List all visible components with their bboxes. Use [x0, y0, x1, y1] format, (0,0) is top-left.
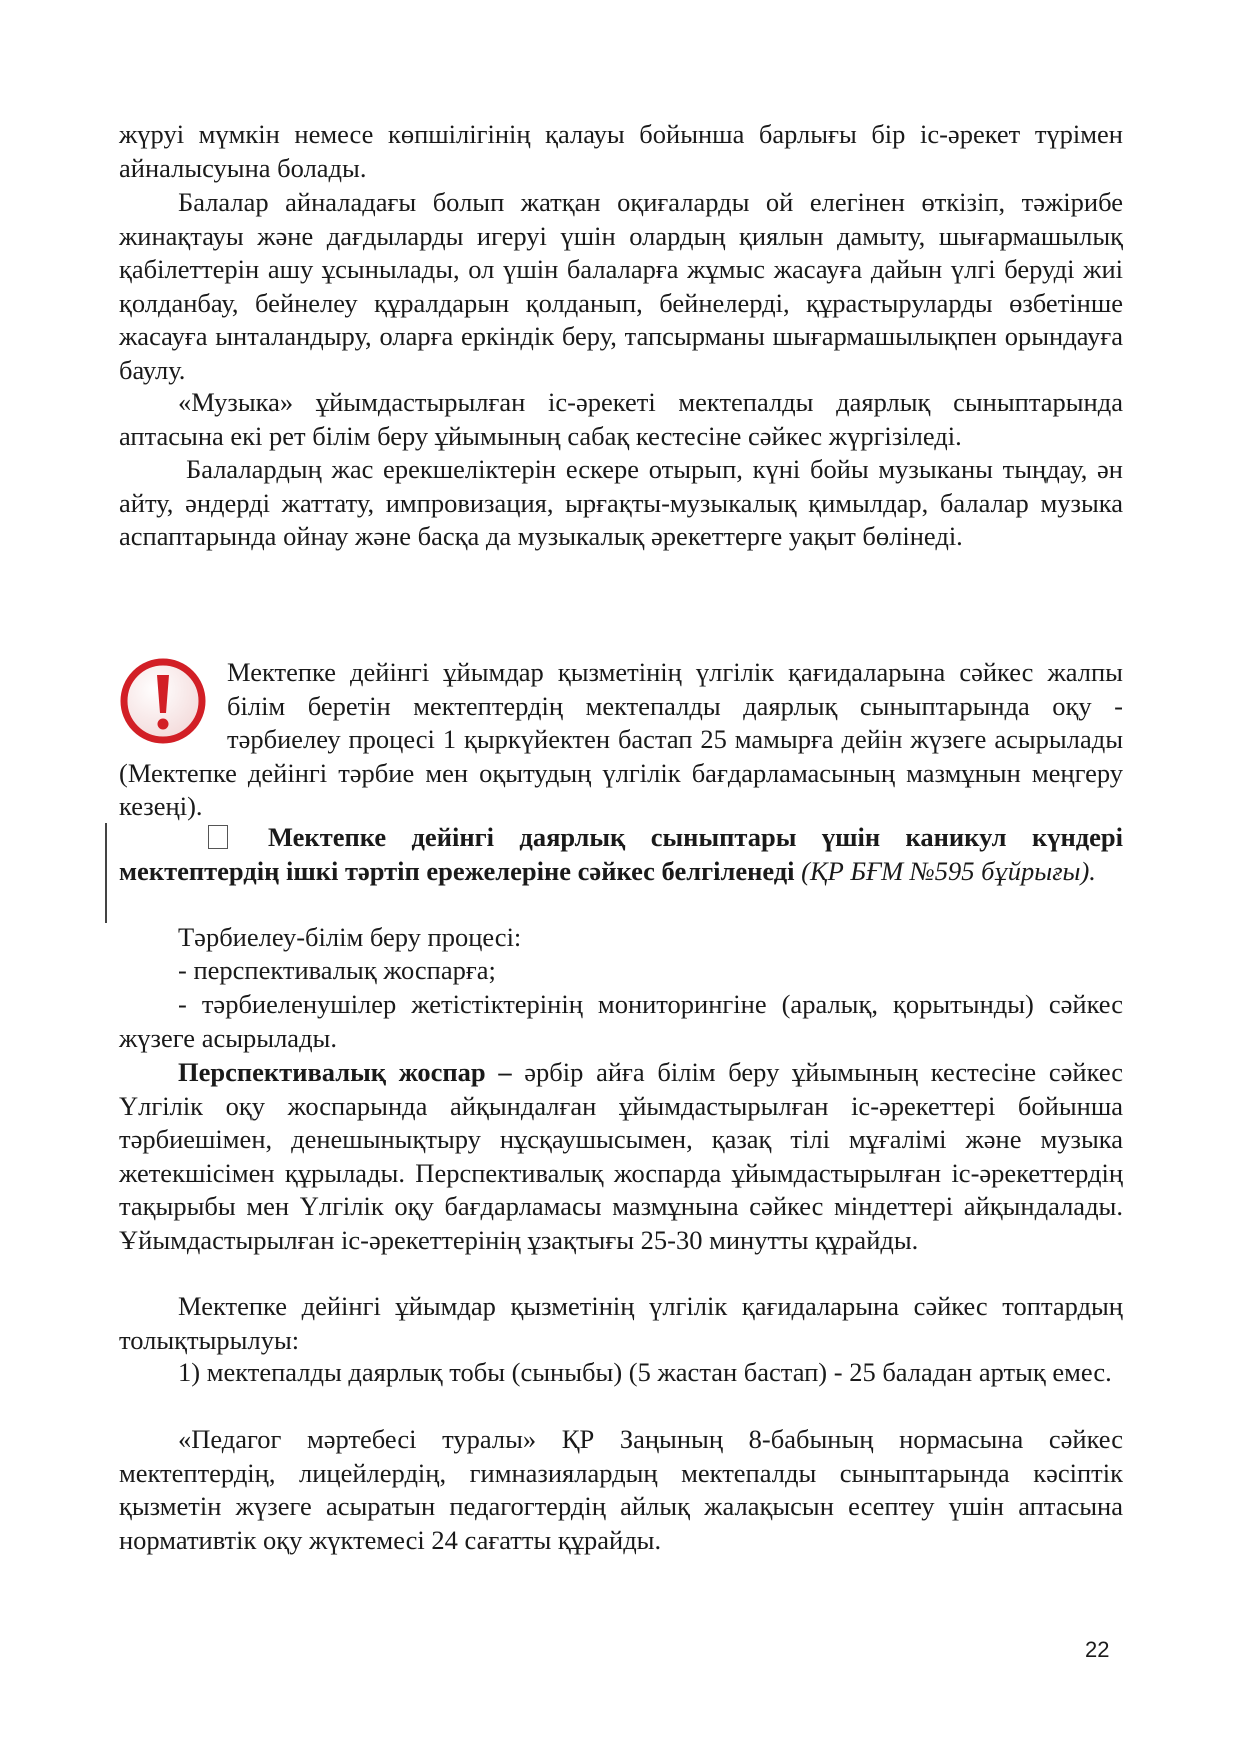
- perspective-plan-text: әрбір айға білім беру ұйымының кестесіне сәйкес Үлгілік оқу жоспарында айқындалған ұйымдастырылған іс-әрекеттері бойынша тәрбиешімен, денешынықтыру нұсқаушысымен, қазақ тілі мұғалімі және музыка жетекшісімен құрылады. Перспективалық жоспарда ұйымдастырылған іс-әрекеттердің тақырыбы мен Үлгілік оқу бағдарламасы мазмұнына сәйкес міндеттері айқындалады. Ұйымдастырылған іс-әрекеттерінің ұзақтығы 25-30 минутты құрайды.: [119, 1057, 1124, 1255]
- groups-heading: Мектепке дейінгі ұйымдар қызметінің үлгілік қағидаларына сәйкес топтардың толықтырылуы:: [119, 1291, 1123, 1355]
- paragraph-perspective-plan: [119, 1056, 1123, 1257]
- paragraph-teacher-status-law: «Педагог мәртебесі туралы» ҚР Заңының 8-бабының нормасына сәйкес мектептердің, лицейлердің, гимназиялардың мектепалды сыныптарында кәсіптік қызметін жүзеге асыратын педагогтердің айлық жалақысын есептеу үшін аптасына нормативтік оқу жүктемесі 24 сағатты құрайды.: [119, 1424, 1123, 1555]
- holiday-order-ref: (ҚР БҒМ №595 бұйрығы).: [801, 855, 1096, 886]
- process-item-monitoring: - тәрбиеленушілер жетістіктерінің мониторингіне (аралық, қорытынды) сәйкес жүзеге асырылады.: [119, 989, 1123, 1053]
- paragraph-holidays: [119, 821, 1123, 888]
- notice-paragraph: [119, 656, 1123, 824]
- notice-text: Мектепке дейінгі ұйымдар қызметінің үлгілік қағидаларына сәйкес жалпы білім беретін мектептердің мектепалды даярлық сыныптарында оқу - тәрбиелеу процесі 1 қыркүйектен бастап 25 мамырға дейін жүзеге асырылады (Мектепке дейінгі тәрбие мен оқытудың үлгілік бағдарламасының мазмұнын меңгеру кезеңі).: [119, 657, 1123, 821]
- notice-icon-spacer: [119, 656, 227, 756]
- process-item-plan: - перспективалық жоспарға;: [178, 955, 496, 985]
- paragraph-music: «Музыка» ұйымдастырылған іс-әрекеті мектепалды даярлық сыныптарында аптасына екі рет білім беру ұйымының сабақ кестесіне сәйкес жүргізіледі.: [119, 387, 1123, 451]
- groups-item: 1) мектепалды даярлық тобы (сыныбы) (5 жастан бастап) - 25 баладан артық емес.: [178, 1357, 1112, 1387]
- holiday-bold-text: Мектепке дейінгі даярлық сыныптары үшін каникул күндері мектептердің ішкі тәртіп ережелеріне сәйкес белгіленеді: [119, 822, 1123, 886]
- margin-change-bar: [105, 823, 107, 923]
- perspective-plan-term: Перспективалық жоспар –: [178, 1057, 512, 1087]
- paragraph-creativity: Балалар айналадағы болып жатқан оқиғаларды ой елегінен өткізіп, тәжірибе жинақтауы және дағдыларды игеруі үшін олардың қиялын дамыту, шығармашылық қабілеттерін ашу ұсынылады, ол үшін балаларға жұмыс жасауға дайын үлгі беруді жиі қолданбау, бейнелеу құралдарын қолданып, бейнелерді, құрастыруларды өзбетінше жасауға ынталандыру, оларға еркіндік беру, тапсырманы шығармашылықпен орындауға баулу.: [119, 187, 1123, 385]
- paragraph-music-activities: Балалардың жас ерекшеліктерін ескере отырып, күні бойы музыканы тыңдау, ән айту, әндерді жаттату, импровизация, ырғақты-музыкалық қимылдар, балалар музыка аспаптарында ойнау және басқа да музыкалық әрекеттерге уақыт бөлінеді.: [119, 454, 1123, 551]
- paragraph-continuation: жүруі мүмкін немесе көпшілігінің қалауы бойынша барлығы бір іс-әрекет түрімен айналысуына болады.: [119, 119, 1123, 183]
- page-number: 22: [1085, 1637, 1110, 1662]
- missing-glyph-bullet-icon: [208, 825, 228, 849]
- process-heading: Тәрбиелеу-білім беру процесі:: [178, 922, 522, 952]
